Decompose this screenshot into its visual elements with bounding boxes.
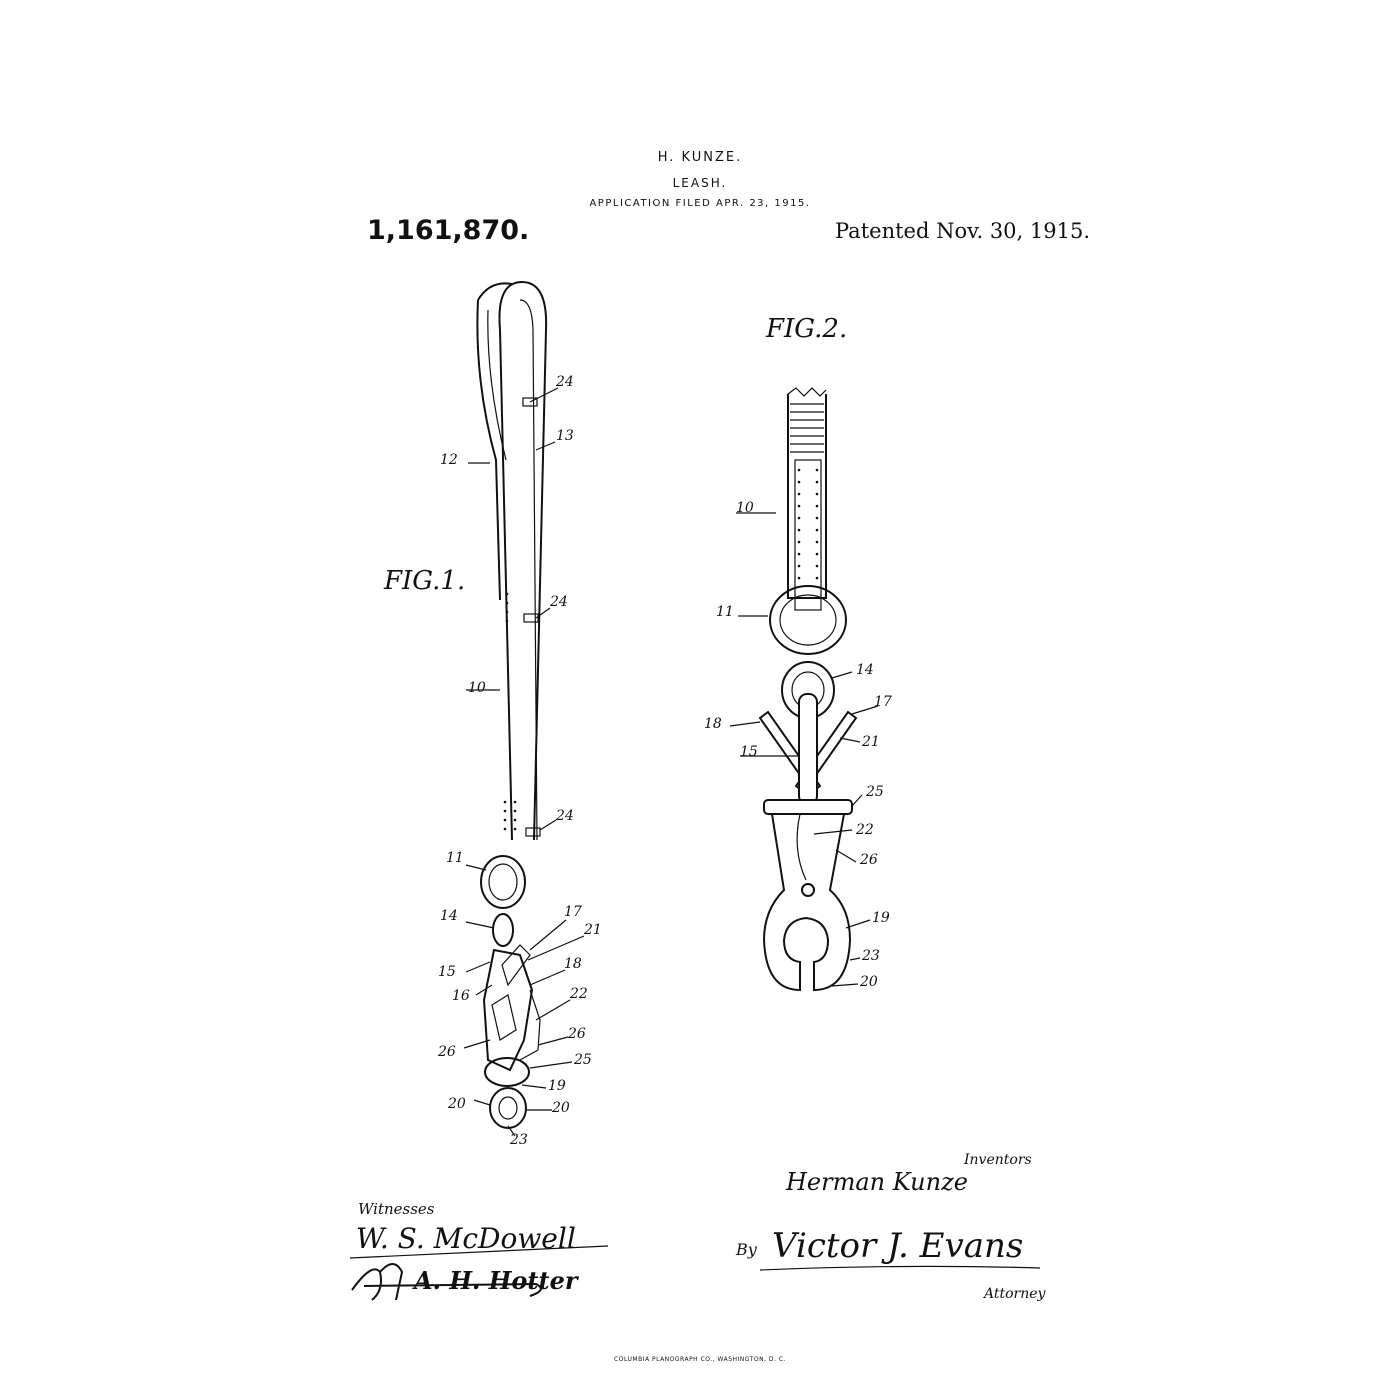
fig1-ref-20: 20 [552, 1100, 570, 1116]
fig2-strap-cut [788, 388, 826, 396]
fig1-ref-23: 23 [510, 1132, 528, 1148]
application-filed-line: APPLICATION FILED APR. 23, 1915. [589, 198, 811, 209]
fig2-ref-19: 19 [872, 910, 890, 926]
fig1-loop-outer [478, 283, 512, 300]
fig1-lever-17 [502, 945, 530, 985]
fig1-ref-19: 19 [548, 1078, 566, 1094]
fig2-ref-21: 21 [862, 734, 880, 750]
fig2-ring-11-inner [780, 595, 836, 645]
fig1-ref-25: 25 [574, 1052, 592, 1068]
fig1-ref-24: 24 [556, 374, 574, 390]
inventor-signature: Herman Kunze [786, 1168, 968, 1196]
fig1-strap [499, 282, 546, 840]
printer-credit: COLUMBIA PLANOGRAPH CO., WASHINGTON, D. C. [614, 1356, 786, 1363]
fig2-ref-17: 17 [874, 694, 892, 710]
fig2-strap-hatch [790, 404, 824, 452]
witness2-signature: A. H. Hotter [414, 1266, 578, 1295]
witness1-signature: W. S. McDowell [356, 1222, 576, 1255]
fig2-ref-22: 22 [856, 822, 874, 838]
fig2-ref-14: 14 [856, 662, 874, 678]
fig1-ref-12: 12 [440, 452, 458, 468]
fig1-ref-11: 11 [446, 850, 464, 866]
fig2-ref-10: 10 [736, 500, 754, 516]
fig2-ref-25: 25 [866, 784, 884, 800]
fig1-ref-24: 24 [550, 594, 568, 610]
fig1-cord-13 [520, 300, 537, 840]
fig1-ref-10: 10 [468, 680, 486, 696]
fig2-ref-23: 23 [862, 948, 880, 964]
fig1-ref-26: 26 [568, 1026, 586, 1042]
inventor-name-heading: H. KUNZE. [657, 150, 743, 165]
fig2-ref-18: 18 [704, 716, 722, 732]
inventors-label: Inventors [964, 1152, 1032, 1168]
fig2-label: FIG.2. [766, 314, 848, 344]
fig1-ref-20: 20 [448, 1096, 466, 1112]
fig1-ref-15: 15 [438, 964, 456, 980]
fig2-ring-11 [770, 586, 846, 654]
fig1-ref-16: 16 [452, 988, 470, 1004]
fig1-ref-22: 22 [570, 986, 588, 1002]
fig1-jaw-ring [485, 1058, 529, 1086]
fig1-keeper-c [526, 828, 540, 836]
fig1-end-ring-inner [499, 1097, 517, 1119]
fig2-shank-15 [799, 694, 817, 804]
fig1-jaw [492, 995, 516, 1040]
fig1-ref-14: 14 [440, 908, 458, 924]
attorney-label: Attorney [984, 1286, 1046, 1302]
fig2-pivot [802, 884, 814, 896]
witnesses-label: Witnesses [358, 1200, 435, 1218]
fig1-ref-13: 13 [556, 428, 574, 444]
patented-date: Patented Nov. 30, 1915. [835, 219, 1091, 243]
fig1-snap-body [484, 950, 532, 1070]
patent-number: 1,161,870. [367, 215, 530, 246]
fig2-jaws-19 [764, 814, 850, 990]
fig1-drawing [477, 282, 546, 1128]
fig2-ref-20: 20 [860, 974, 878, 990]
fig1-ref-24: 24 [556, 808, 574, 824]
fig2-ref-15: 15 [740, 744, 758, 760]
fig2-ref-11: 11 [716, 604, 734, 620]
fig1-keeper-b [524, 614, 538, 622]
fig1-link-14 [493, 914, 513, 946]
fig1-ring-11-inner [489, 864, 517, 900]
fig1-ref-18: 18 [564, 956, 582, 972]
fig2-collar-25 [764, 800, 852, 814]
attorney-underline [760, 1266, 1040, 1270]
fig1-label: FIG.1. [384, 566, 466, 596]
fig2-ref-26: 26 [860, 852, 878, 868]
fig1-ref-26: 26 [438, 1044, 456, 1060]
fig2-strap-10 [788, 394, 826, 598]
fig2-spring-22 [797, 814, 806, 880]
patent-title: LEASH. [672, 176, 728, 190]
attorney-signature: Victor J. Evans [772, 1226, 1024, 1266]
fig1-ref-21: 21 [584, 922, 602, 938]
fig2-drawing [760, 388, 856, 990]
fig1-end-ring [490, 1088, 526, 1128]
fig2-stitching [798, 469, 819, 580]
by-label: By [736, 1240, 757, 1259]
fig1-ref-17: 17 [564, 904, 582, 920]
